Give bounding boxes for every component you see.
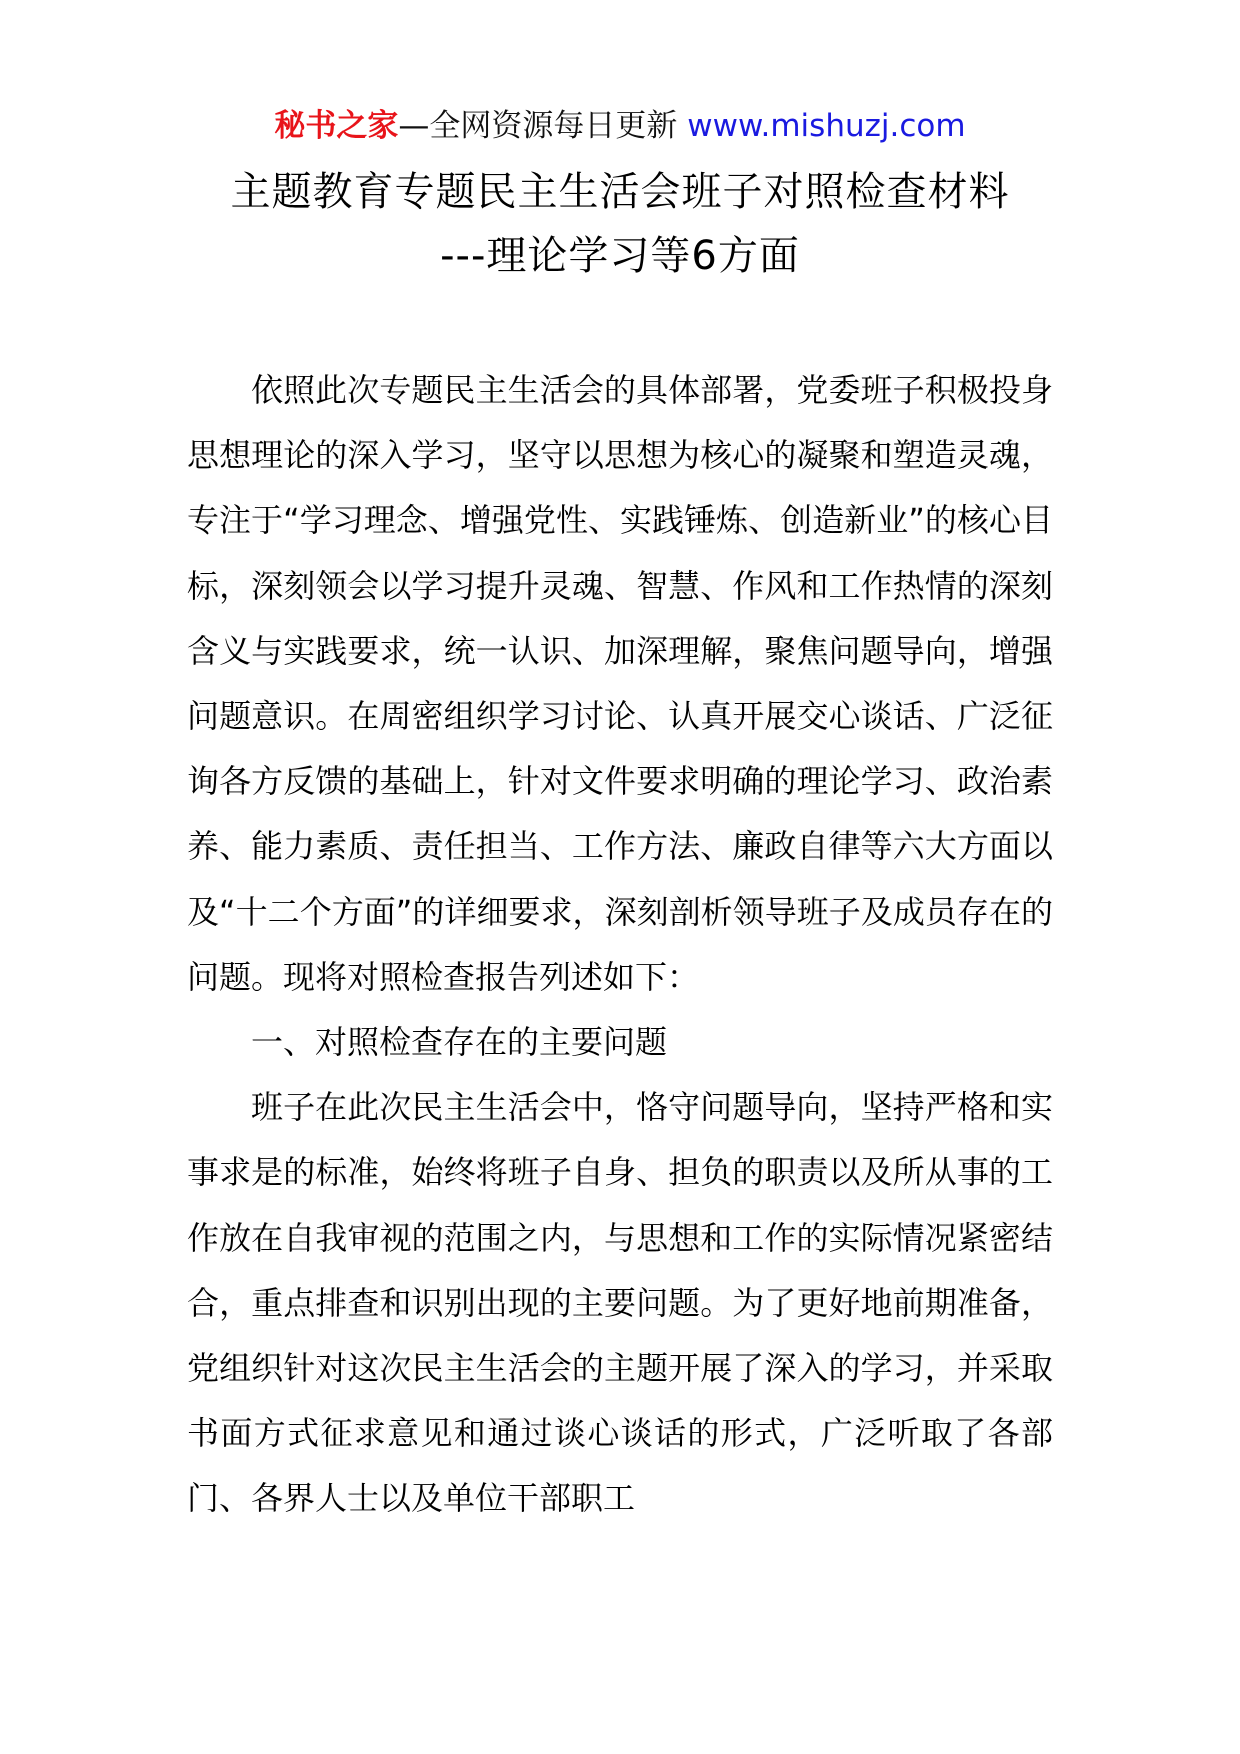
header-slogan: —全网资源每日更新 <box>398 108 688 144</box>
site-url-link[interactable]: www.mishuzj.com <box>687 108 966 144</box>
body-paragraph: 依照此次专题民主生活会的具体部署，党委班子积极投身思想理论的深入学习，坚守以思想为核心的凝聚和塑造灵魂，专注于“学习理念、增强党性、实践锤炼、创造新业”的核心目标，深刻领会以学习提升灵魂、智慧、作风和工作热情的深刻含义与实践要求，统一认识、加深理解，聚焦问题导向，增强问题意识。在周密组织学习讨论、认真开展交心谈话、广泛征询各方反馈的基础上，针对文件要求明确的理论学习、政治素养、能力素质、责任担当、工作方法、廉政自律等六大方面以及“十二个方面”的详细要求，深刻剖析领导班子及成员存在的问题。现将对照检查报告列述如下： <box>187 371 1053 996</box>
document-subtitle: ---理论学习等6方面 <box>440 233 800 279</box>
document-title: 主题教育专题民主生活会班子对照检查材料 <box>230 169 1010 215</box>
document-body <box>187 358 1053 1532</box>
section-heading: 一、对照检查存在的主要问题 <box>251 1023 668 1062</box>
body-paragraph: 班子在此次民主生活会中，恪守问题导向，坚持严格和实事求是的标准，始终将班子自身、担负的职责以及所从事的工作放在自我审视的范围之内，与思想和工作的实际情况紧密结合，重点排查和识别出现的主要问题。为了更好地前期准备，党组织针对这次民主生活会的主题开展了深入的学习，并采取书面方式征求意见和通过谈心谈话的形式，广泛听取了各部门、各界人士以及单位干部职工 <box>187 1088 1053 1518</box>
site-header <box>0 104 1240 148</box>
brand-name: 秘书之家 <box>274 108 399 144</box>
